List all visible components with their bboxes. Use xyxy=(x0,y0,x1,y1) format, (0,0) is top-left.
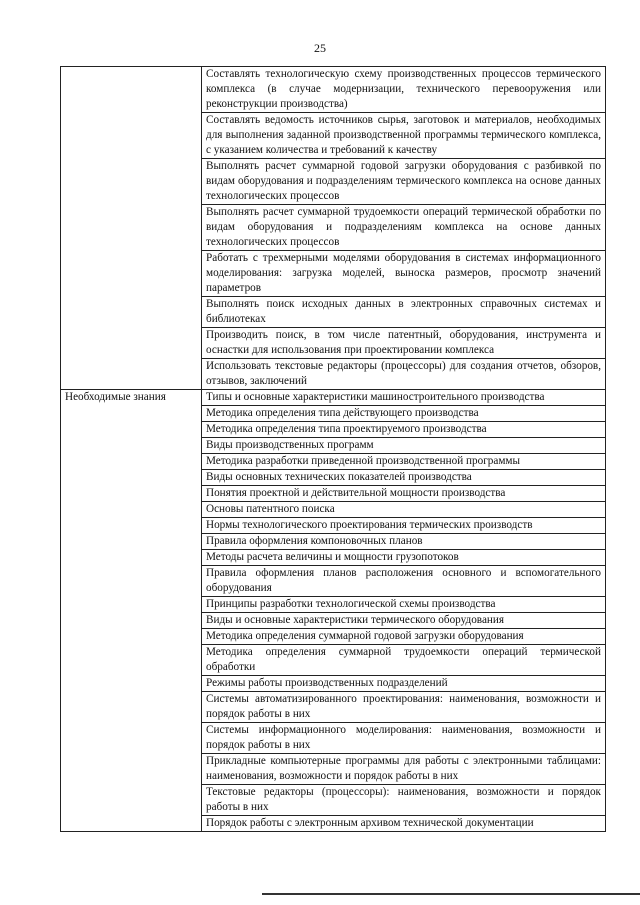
knowledge-item: Системы автоматизированного проектирования: наименования, возможности и порядок работы в них xyxy=(202,692,606,723)
knowledge-item: Порядок работы с электронным архивом технической документации xyxy=(202,816,606,832)
knowledge-item: Текстовые редакторы (процессоры): наименования, возможности и порядок работы в них xyxy=(202,785,606,816)
knowledge-item: Прикладные компьютерные программы для работы с электронными таблицами: наименования, возможности и порядок работы в них xyxy=(202,754,606,785)
page-number: 25 xyxy=(314,41,326,55)
knowledge-item: Виды основных технических показателей производства xyxy=(202,470,606,486)
knowledge-item: Системы информационного моделирования: наименования, возможности и порядок работы в них xyxy=(202,723,606,754)
knowledge-item: Правила оформления компоновочных планов xyxy=(202,534,606,550)
knowledge-item: Методика разработки приведенной производственной программы xyxy=(202,454,606,470)
knowledge-item: Принципы разработки технологической схемы производства xyxy=(202,597,606,613)
table-row xyxy=(61,67,606,113)
knowledge-item: Методика определения суммарной трудоемкости операций термической обработки xyxy=(202,645,606,676)
knowledge-label: Необходимые знания xyxy=(61,390,202,832)
knowledge-item: Методика определения суммарной годовой загрузки оборудования xyxy=(202,629,606,645)
skill-item: Работать с трехмерными моделями оборудования в системах информационного моделирования: загрузка моделей, выноска размеров, просмотр значений параметров xyxy=(202,251,606,297)
knowledge-item: Методика определения типа действующего производства xyxy=(202,406,606,422)
knowledge-item: Основы патентного поиска xyxy=(202,502,606,518)
knowledge-item: Типы и основные характеристики машиностроительного производства xyxy=(202,390,606,406)
knowledge-item: Режимы работы производственных подразделений xyxy=(202,676,606,692)
knowledge-item: Виды производственных программ xyxy=(202,438,606,454)
table-row xyxy=(61,390,606,406)
knowledge-item: Нормы технологического проектирования термических производств xyxy=(202,518,606,534)
skill-item: Выполнять расчет суммарной годовой загрузки оборудования с разбивкой по видам оборудования и подразделениям термического комплекса на основе данных технологических процессов xyxy=(202,159,606,205)
skill-item: Использовать текстовые редакторы (процессоры) для создания отчетов, обзоров, отзывов, заключений xyxy=(202,359,606,390)
skill-item: Выполнять поиск исходных данных в электронных справочных системах и библиотеках xyxy=(202,297,606,328)
knowledge-item: Методы расчета величины и мощности грузопотоков xyxy=(202,550,606,566)
skill-item: Составлять технологическую схему производственных процессов термического комплекса (в случае модернизации, технического перевооружения или реконструкции производства) xyxy=(202,67,606,113)
footer-divider xyxy=(262,893,640,895)
skills-label-cell xyxy=(61,67,202,390)
knowledge-item: Понятия проектной и действительной мощности производства xyxy=(202,486,606,502)
knowledge-item: Методика определения типа проектируемого производства xyxy=(202,422,606,438)
requirements-table xyxy=(60,66,606,832)
knowledge-item: Виды и основные характеристики термического оборудования xyxy=(202,613,606,629)
skill-item: Составлять ведомость источников сырья, заготовок и материалов, необходимых для выполнения заданной производственной программы термического комплекса, с указанием количества и требований к качеству xyxy=(202,113,606,159)
skill-item: Выполнять расчет суммарной трудоемкости операций термической обработки по видам оборудования и подразделениям комплекса на основе данных технологических процессов xyxy=(202,205,606,251)
knowledge-item: Правила оформления планов расположения основного и вспомогательного оборудования xyxy=(202,566,606,597)
skill-item: Производить поиск, в том числе патентный, оборудования, инструмента и оснастки для использования при проектировании комплекса xyxy=(202,328,606,359)
